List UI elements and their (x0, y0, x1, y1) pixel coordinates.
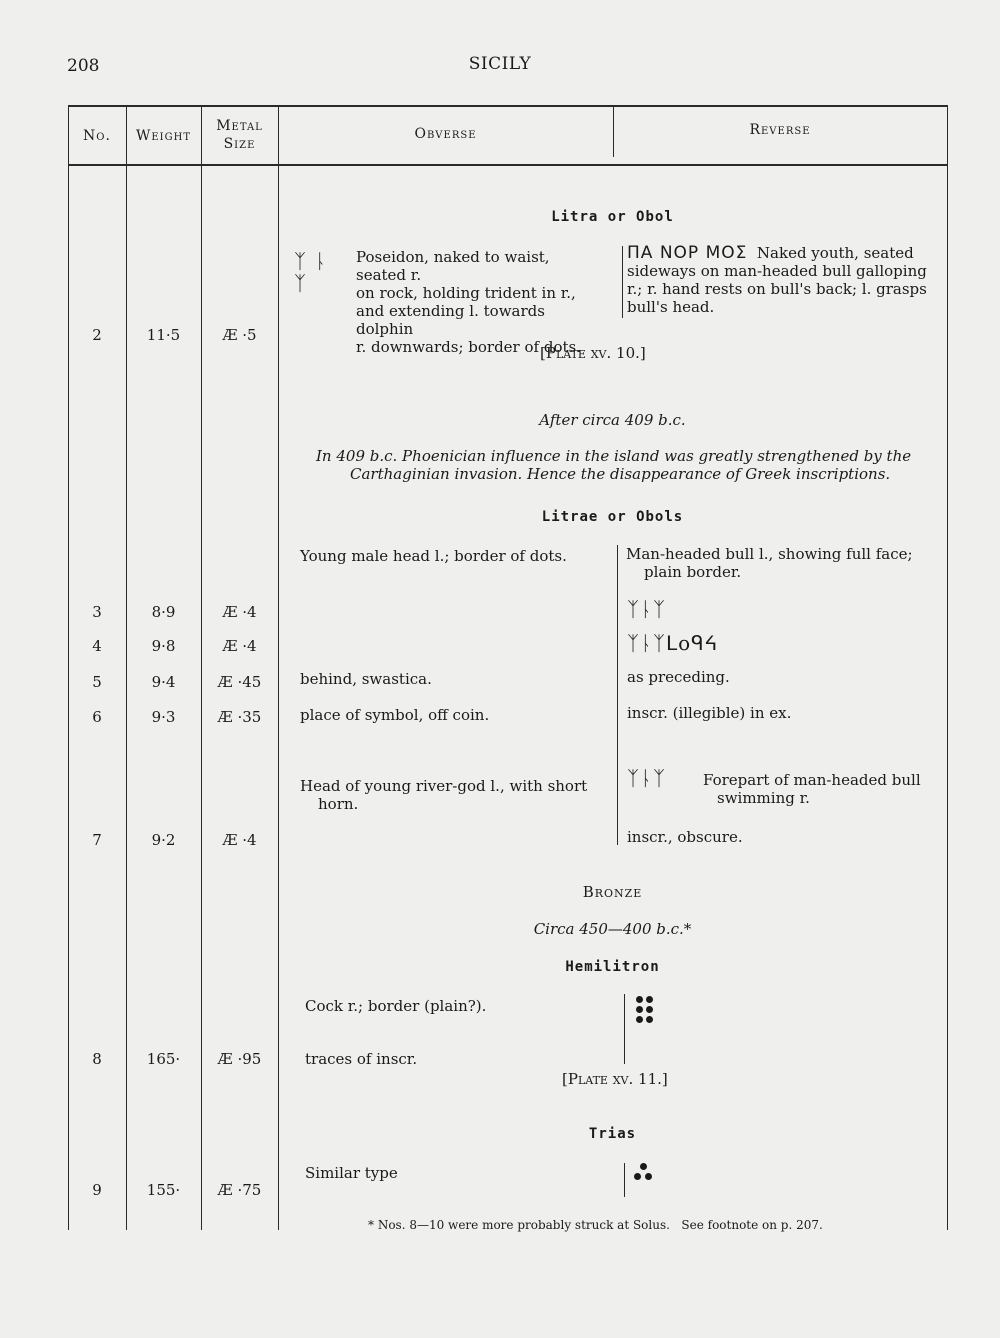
table-top-rule (68, 105, 948, 107)
row-metal: Æ ·95 (217, 1050, 262, 1068)
row-no: 6 (92, 708, 102, 726)
footnote: * Nos. 8—10 were more probably struck at Solus. See footnote on p. 207. (368, 1218, 823, 1232)
col-header-size: Size (223, 136, 256, 152)
running-head: SICILY (468, 54, 532, 74)
phoenician-inscription: ᛉᚿᛉᒪoᑫᔦ (627, 631, 719, 655)
row-metal: Æ ·4 (222, 831, 257, 849)
row-metal: Æ ·4 (222, 637, 257, 655)
row-no: 7 (92, 831, 102, 849)
obv-rev-divider (624, 1163, 625, 1197)
row-no: 9 (92, 1181, 102, 1199)
row-metal: Æ ·75 (217, 1181, 262, 1199)
row-weight: 11·5 (146, 326, 181, 344)
phoenician-inscription: ᛉᚿᛉ (627, 597, 666, 621)
row-weight: 155· (146, 1181, 181, 1199)
reverse-variant: inscr., obscure. (627, 828, 743, 846)
reverse-description: Forepart of man-headed bull swimming r. (703, 771, 921, 807)
row-metal: Æ ·45 (217, 673, 262, 691)
phoenician-inscription: ᛉ ᚿ ᛉ (294, 249, 328, 295)
section-heading-bronze: Bronze (582, 883, 643, 901)
col-header-weight: Weight (135, 128, 192, 144)
col-divider (278, 105, 279, 1230)
col-divider (947, 105, 948, 1230)
reverse-variant: as preceding. (627, 668, 730, 686)
obverse-variant: traces of inscr. (305, 1050, 418, 1068)
greek-inscription: ΠΑ ΝΟΡ ΜΟΣ (627, 243, 748, 263)
row-no: 8 (92, 1050, 102, 1068)
section-heading-hemilitron: Hemilitron (565, 959, 660, 975)
section-heading-litra: Litra or Obol (551, 209, 674, 225)
obv-rev-divider (624, 994, 625, 1064)
date-heading: Circa 450—400 b.c.* (533, 920, 692, 938)
row-weight: 9·2 (151, 831, 176, 849)
obv-rev-divider (622, 246, 623, 318)
obverse-variant: place of symbol, off coin. (300, 706, 490, 724)
row-no: 3 (92, 603, 102, 621)
section-heading-trias: Trias (588, 1126, 637, 1142)
col-header-metal: Metal (216, 118, 263, 134)
row-weight: 9·8 (151, 637, 176, 655)
obverse-description: Cock r.; border (plain?). (305, 997, 487, 1015)
reverse-description: Man-headed bull l., showing full face; plain border. (626, 545, 913, 581)
plate-reference: [Plate xv. 11.] (562, 1070, 668, 1088)
reverse-description: ΠΑ ΝΟΡ ΜΟΣ Naked youth, seated sideways on man-headed bull galloping r.; r. hand rests on bull's back; l. grasps bull's head. (627, 243, 927, 316)
reverse-variant: inscr. (illegible) in ex. (627, 704, 792, 722)
obverse-description: Poseidon, naked to waist, seated r. on rock, holding trident in r., and extending l. towards dolphin r. downwards; border of dots. (356, 248, 581, 356)
plate-reference: [Plate xv. 10.] (540, 344, 646, 362)
phoenician-inscription: ᛉᚿᛉ (627, 766, 666, 790)
obverse-description: Young male head l.; border of dots. (300, 547, 567, 565)
row-no: 2 (92, 326, 102, 344)
row-weight: 9·3 (151, 708, 176, 726)
row-no: 4 (92, 637, 102, 655)
page-number: 208 (67, 56, 100, 76)
row-no: 5 (92, 673, 102, 691)
table-header-rule (68, 164, 948, 166)
obverse-description: Similar type (305, 1164, 398, 1182)
historical-note: In 409 b.c. Phoenician influence in the island was greatly strengthened by the Carthaginian invasion. Hence the disappearance of Greek inscriptions. (316, 447, 912, 483)
row-metal: Æ ·35 (217, 708, 262, 726)
obverse-variant: behind, swastica. (300, 670, 432, 688)
obverse-description: Head of young river-god l., with short horn. (300, 777, 588, 813)
row-metal: Æ ·4 (222, 603, 257, 621)
row-weight: 9·4 (151, 673, 176, 691)
obv-rev-divider (617, 545, 618, 845)
row-metal: Æ ·5 (222, 326, 257, 344)
row-weight: 8·9 (151, 603, 176, 621)
col-header-no: No. (83, 128, 111, 144)
col-header-obverse: Obverse (414, 126, 477, 142)
row-weight: 165· (146, 1050, 181, 1068)
date-heading: After circa 409 b.c. (539, 411, 686, 429)
section-heading-litrae: Litrae or Obols (541, 509, 684, 525)
col-header-reverse: Reverse (749, 122, 811, 138)
